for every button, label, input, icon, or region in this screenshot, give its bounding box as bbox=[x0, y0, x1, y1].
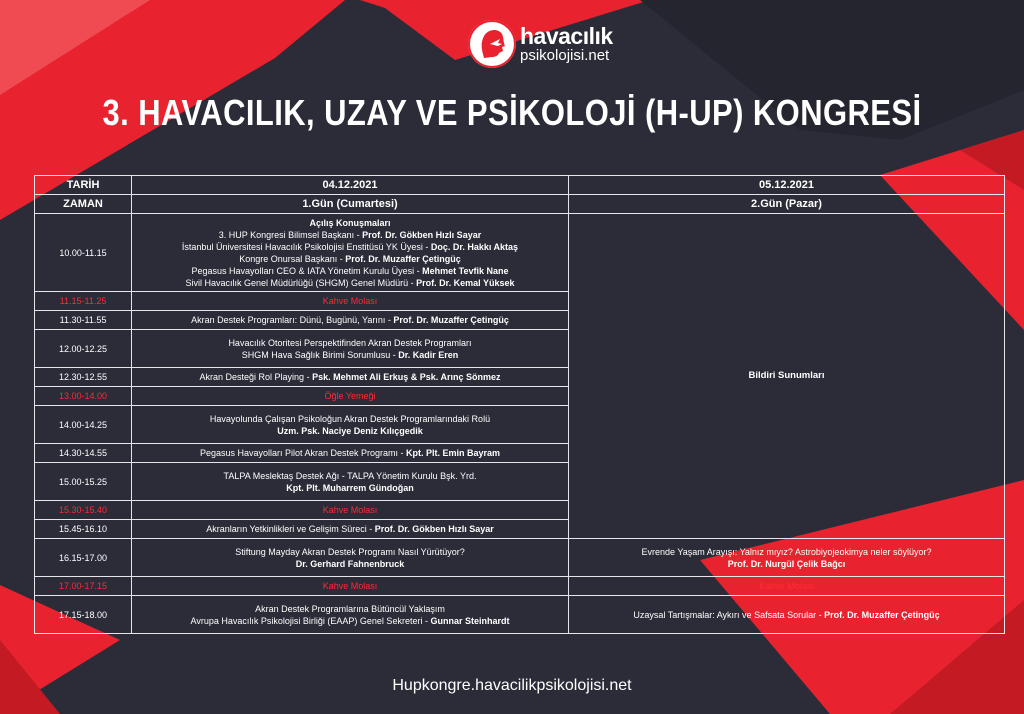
time-cell: 16.15-17.00 bbox=[35, 539, 132, 577]
session-title: Açılış Konuşmaları bbox=[309, 217, 391, 228]
session-cell: Pegasus Havayolları Pilot Akran Destek Programı - Kpt. Plt. Emin Bayram bbox=[132, 444, 569, 463]
day2-date: 05.12.2021 bbox=[569, 176, 1005, 195]
day2-paper-sessions: Bildiri Sunumları bbox=[569, 214, 1005, 539]
date-label: TARİH bbox=[35, 176, 132, 195]
speaker-line: Kongre Onursal Başkanı - Prof. Dr. Muzaffer Çetingüç bbox=[239, 253, 461, 264]
page-title: 3. HAVACILIK, UZAY VE PSİKOLOJİ (H-UP) KONGRESİ bbox=[102, 92, 922, 133]
brand-logo bbox=[468, 20, 613, 68]
break-cell: Öğle Yemeği bbox=[132, 387, 569, 406]
day2-name: 2.Gün (Pazar) bbox=[569, 195, 1005, 214]
logo-line-1: havacılık bbox=[520, 23, 613, 49]
table-row bbox=[35, 596, 1005, 634]
session-cell: Havacılık Otoritesi Perspektifinden Akran Destek Programları SHGM Hava Sağlık Birimi Sorumlusu - Dr. Kadir Eren bbox=[132, 330, 569, 368]
time-cell: 15.00-15.25 bbox=[35, 463, 132, 501]
footer-url: Hupkongre.havacilikpsikolojisi.net bbox=[392, 677, 632, 694]
session-cell: Havayolunda Çalışan Psikoloğun Akran Destek Programlarındaki Rolü Uzm. Psk. Naciye Deniz Kılıçgedik bbox=[132, 406, 569, 444]
table-row bbox=[35, 214, 1005, 292]
time-cell: 14.30-14.55 bbox=[35, 444, 132, 463]
session-cell: Akran Destek Programları: Dünü, Bugünü, Yarını - Prof. Dr. Muzaffer Çetingüç bbox=[132, 311, 569, 330]
speaker-line: Pegasus Havayolları CEO & IATA Yönetim Kurulu Üyesi - Mehmet Tevfik Nane bbox=[191, 265, 509, 276]
time-cell: 12.30-12.55 bbox=[35, 368, 132, 387]
time-cell: 17.15-18.00 bbox=[35, 596, 132, 634]
session-cell: TALPA Meslektaş Destek Ağı - TALPA Yönetim Kurulu Bşk. Yrd. Kpt. Plt. Muharrem Gündoğan bbox=[132, 463, 569, 501]
table-row bbox=[35, 539, 1005, 577]
break-cell: Kahve Molası bbox=[132, 501, 569, 520]
time-cell: 12.00-12.25 bbox=[35, 330, 132, 368]
day2-break-cell: Kahve Molası bbox=[569, 577, 1005, 596]
day2-session-cell: Evrende Yaşam Arayışı: Yalnız mıyız? Astrobiyojeokimya neler söylüyor? Prof. Dr. Nurgül Çelik Bağcı bbox=[569, 539, 1005, 577]
session-cell: Akran Destek Programlarına Bütüncül Yaklaşım Avrupa Havacılık Psikolojisi Birliği (EAAP) Genel Sekreteri - Gunnar Steinhardt bbox=[132, 596, 569, 634]
session-cell bbox=[132, 214, 569, 292]
time-cell: 15.30-15.40 bbox=[35, 501, 132, 520]
time-cell: 11.15-11.25 bbox=[35, 292, 132, 311]
break-cell: Kahve Molası bbox=[132, 292, 569, 311]
break-cell: Kahve Molası bbox=[132, 577, 569, 596]
logo-line-2: psikolojisi.net bbox=[520, 47, 610, 64]
header-row-dates bbox=[35, 176, 1005, 195]
time-cell: 17.00-17.15 bbox=[35, 577, 132, 596]
head-silhouette-icon bbox=[468, 20, 516, 68]
speaker-line: 3. HUP Kongresi Bilimsel Başkanı - Prof. Dr. Gökben Hızlı Sayar bbox=[218, 229, 482, 240]
logo-emblem bbox=[468, 20, 516, 68]
day1-name: 1.Gün (Cumartesi) bbox=[132, 195, 569, 214]
time-cell: 11.30-11.55 bbox=[35, 311, 132, 330]
schedule-table bbox=[34, 175, 1005, 634]
day2-session-cell: Uzaysal Tartışmalar: Aykırı ve Safsata Sorular - Prof. Dr. Muzaffer Çetingüç bbox=[569, 596, 1005, 634]
day1-date: 04.12.2021 bbox=[132, 176, 569, 195]
time-cell: 15.45-16.10 bbox=[35, 520, 132, 539]
time-cell: 13.00-14.00 bbox=[35, 387, 132, 406]
time-cell: 10.00-11.15 bbox=[35, 214, 132, 292]
time-label: ZAMAN bbox=[35, 195, 132, 214]
session-cell: Akran Desteği Rol Playing - Psk. Mehmet Ali Erkuş & Psk. Arınç Sönmez bbox=[132, 368, 569, 387]
speaker-line: İstanbul Üniversitesi Havacılık Psikolojisi Enstitüsü YK Üyesi - Doç. Dr. Hakkı Aktaş bbox=[181, 241, 519, 252]
header-row-days bbox=[35, 195, 1005, 214]
time-cell: 14.00-14.25 bbox=[35, 406, 132, 444]
session-cell: Akranların Yetkinlikleri ve Gelişim Süreci - Prof. Dr. Gökben Hızlı Sayar bbox=[132, 520, 569, 539]
table-row bbox=[35, 577, 1005, 596]
session-cell: Stiftung Mayday Akran Destek Programı Nasıl Yürütüyor? Dr. Gerhard Fahnenbruck bbox=[132, 539, 569, 577]
speaker-line: Sivil Havacılık Genel Müdürlüğü (SHGM) Genel Müdürü - Prof. Dr. Kemal Yüksek bbox=[185, 277, 515, 288]
